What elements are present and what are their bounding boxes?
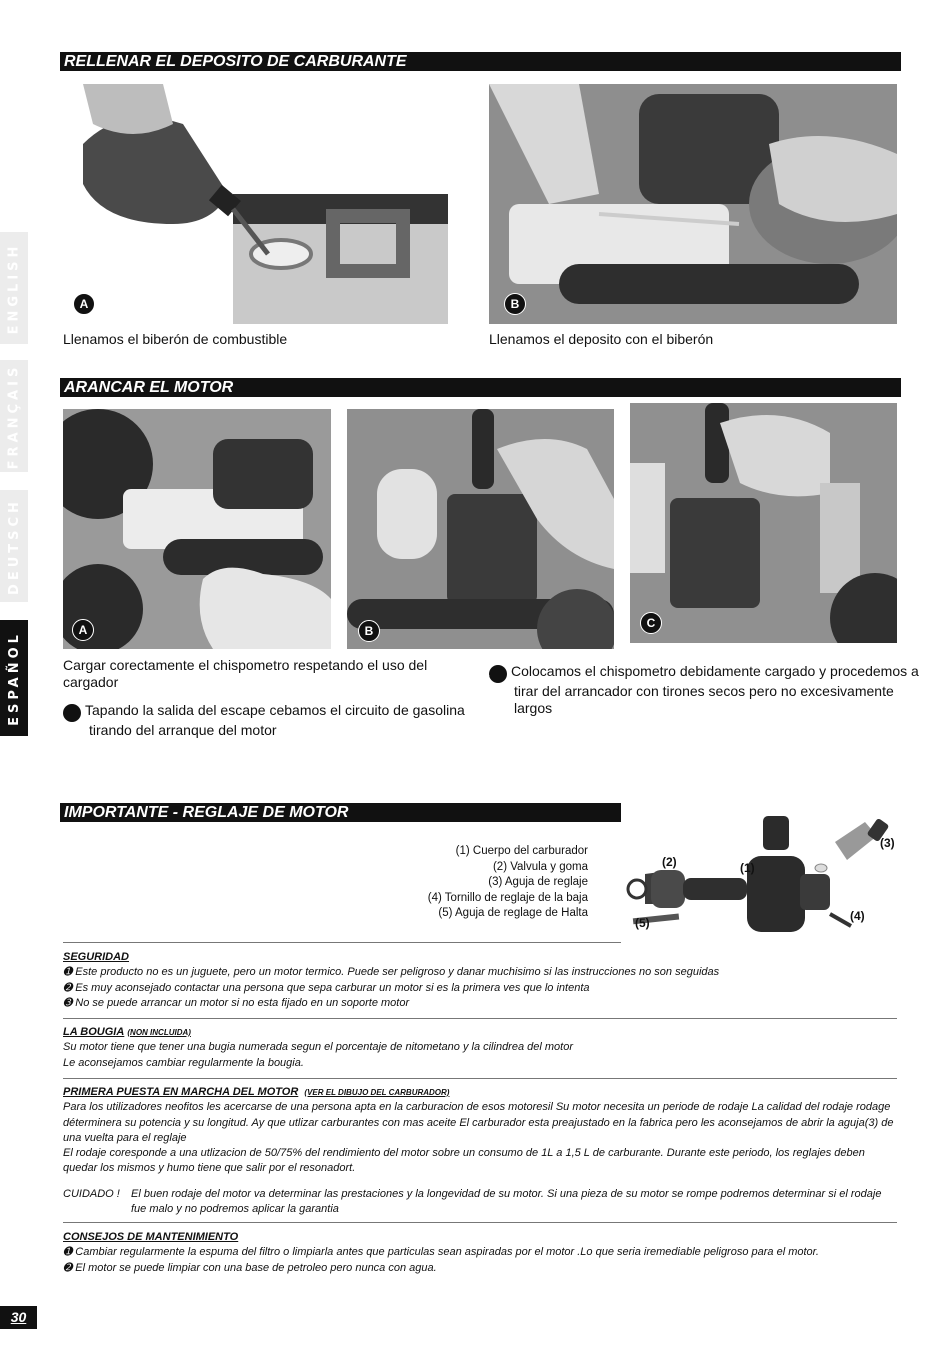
start-badge-a: A: [72, 619, 94, 641]
section-header-tuning: IMPORTANTE - REGLAJE DE MOTOR: [60, 803, 621, 822]
caption-fill-tank: Llenamos el deposito con el biberón: [489, 331, 714, 347]
start-badge-c: C: [640, 612, 662, 634]
caption-fill-bottle: Llenamos el biberón de combustible: [63, 331, 288, 347]
bougia-note: (NON INCLUIDA): [127, 1028, 191, 1037]
seguridad-item-3: ➌ No se puede arrancar un motor si no esta fijado en un soporte motor: [63, 996, 410, 1009]
side-tab-deutsch: DEUTSCH: [0, 490, 28, 602]
section-header-fuel: RELLENAR EL DEPOSITO DE CARBURANTE: [60, 52, 901, 71]
caption-badge-b: B: [489, 665, 507, 683]
photo-start-c: [630, 403, 897, 643]
seguridad-item-1: ➊ Este producto no es un juguete, pero un motor termico. Puede ser peligroso y danar muchisimo si las instrucciones no son seguidas: [63, 966, 720, 979]
diagram-label-4: (4): [850, 909, 865, 923]
photo-badge-b: B: [504, 293, 526, 315]
divider-primera: [63, 1222, 897, 1223]
bougia-line-2: Le aconsejamos cambiar regularmente la bougia.: [63, 1056, 304, 1069]
caption-badge-a: A: [63, 704, 81, 722]
caption-load-glowplug: Cargar corectamente el chispometro respetando el uso del cargador: [63, 657, 428, 690]
cuidado-text: El buen rodaje del motor va determinar las prestaciones y la longevidad de su motor. Si una pieza de su motor se rompe podremos determinar si el rodaje fue malo y no podremos aplicar la garantia: [131, 1187, 882, 1216]
photo-badge-a: A: [73, 293, 95, 315]
side-tab-espanol: ESPAÑOL: [0, 620, 28, 736]
section-primera: [63, 1085, 897, 1217]
divider-bougia: [63, 1078, 897, 1079]
diagram-label-1: (1): [740, 861, 755, 875]
photo-fill-bottle: [63, 84, 448, 324]
bougia-title: LA BOUGIA: [63, 1026, 125, 1038]
divider-parts: [63, 942, 621, 943]
consejos-item-2: ➋ El motor se puede limpiar con una base de petroleo pero nunca con agua.: [63, 1261, 437, 1274]
primera-cuidado: [63, 1187, 897, 1218]
photo-fill-tank: [489, 84, 897, 324]
caption-step-b: [481, 663, 922, 717]
diagram-label-3: (3): [880, 836, 895, 850]
start-badge-b: B: [358, 620, 380, 642]
part-2: (2) Valvula y goma: [492, 860, 588, 873]
part-4: (4) Tornillo de reglaje de la baja: [427, 891, 588, 904]
consejos-title: CONSEJOS DE MANTENIMIENTO: [63, 1231, 239, 1243]
section-header-start: ARANCAR EL MOTOR: [60, 378, 901, 397]
primera-para-1: Para los utilizadores neofitos les acercarse de una persona apta en la carburacion de esos motoresil Su motor necesita un periode de rodaje La calidad del rodaje rodage déterminera su potencia y su longitud. Ay que utlizar carburantes con mas aceite El carburador esta preajustado en la fabrica pero les aconsejamos de abrir la aguja(3) de una vuelta para el reglaje: [63, 1101, 894, 1144]
primera-note: (VER EL DIBUJO DEL CARBURADOR): [304, 1088, 450, 1097]
bougia-line-1: Su motor tiene que tener una bugia numerada segun el porcentaje de nitometano y la cilindrea del motor: [63, 1041, 573, 1054]
photo-start-b: [347, 409, 614, 649]
page-number: 30: [0, 1306, 37, 1329]
photo-start-a: [63, 409, 331, 649]
consejos-item-1: ➊ Cambiar regularmente la espuma del filtro o limpiarla antes que particulas sean aspiradas por el motor .Lo que seria iremediable peligroso para el motor.: [63, 1246, 819, 1259]
section-seguridad: [63, 950, 897, 1011]
diagram-label-2: (2): [662, 855, 677, 869]
part-3: (3) Aguja de reglaje: [488, 876, 588, 888]
primera-para-2: El rodaje coresponde a una utlizacion de 50/75% del rendimiento del motor sobre un consumo de 1L a 1,5 L de carburante. Durante este periodo, los reglajes deben quedar los mismos y humo tiene que salir por el resonadort.: [63, 1147, 865, 1175]
diagram-label-5: (5): [635, 916, 650, 930]
caption-step-a-text: Tapando la salida del escape cebamos el circuito de gasolina tirando del arranque del motor: [85, 702, 465, 738]
part-1: (1) Cuerpo del carburador: [455, 845, 588, 857]
side-tab-english: ENGLISH: [0, 232, 28, 344]
seguridad-item-2: ➋ Es muy aconsejado contactar una persona que sepa carburar un motor si es la primera ves que lo intenta: [63, 981, 590, 994]
side-tab-francais: FRANÇAIS: [0, 360, 28, 472]
seguridad-title: SEGURIDAD: [63, 951, 130, 963]
section-bougia: [63, 1025, 897, 1071]
divider-seguridad: [63, 1018, 897, 1019]
part-5: (5) Aguja de reglage de Halta: [438, 907, 588, 919]
parts-list: [300, 844, 588, 924]
carburetor-diagram: [625, 812, 900, 944]
primera-title: PRIMERA PUESTA EN MARCHA DEL MOTOR: [63, 1086, 299, 1098]
cuidado-label: CUIDADO !: [63, 1187, 120, 1200]
caption-step-b-text: Colocamos el chispometro debidamente cargado y procedemos a tirar del arrancador con tirones secos pero no excesivamente largos: [511, 663, 919, 716]
section-consejos: [63, 1230, 897, 1276]
caption-step-a: [54, 702, 489, 739]
